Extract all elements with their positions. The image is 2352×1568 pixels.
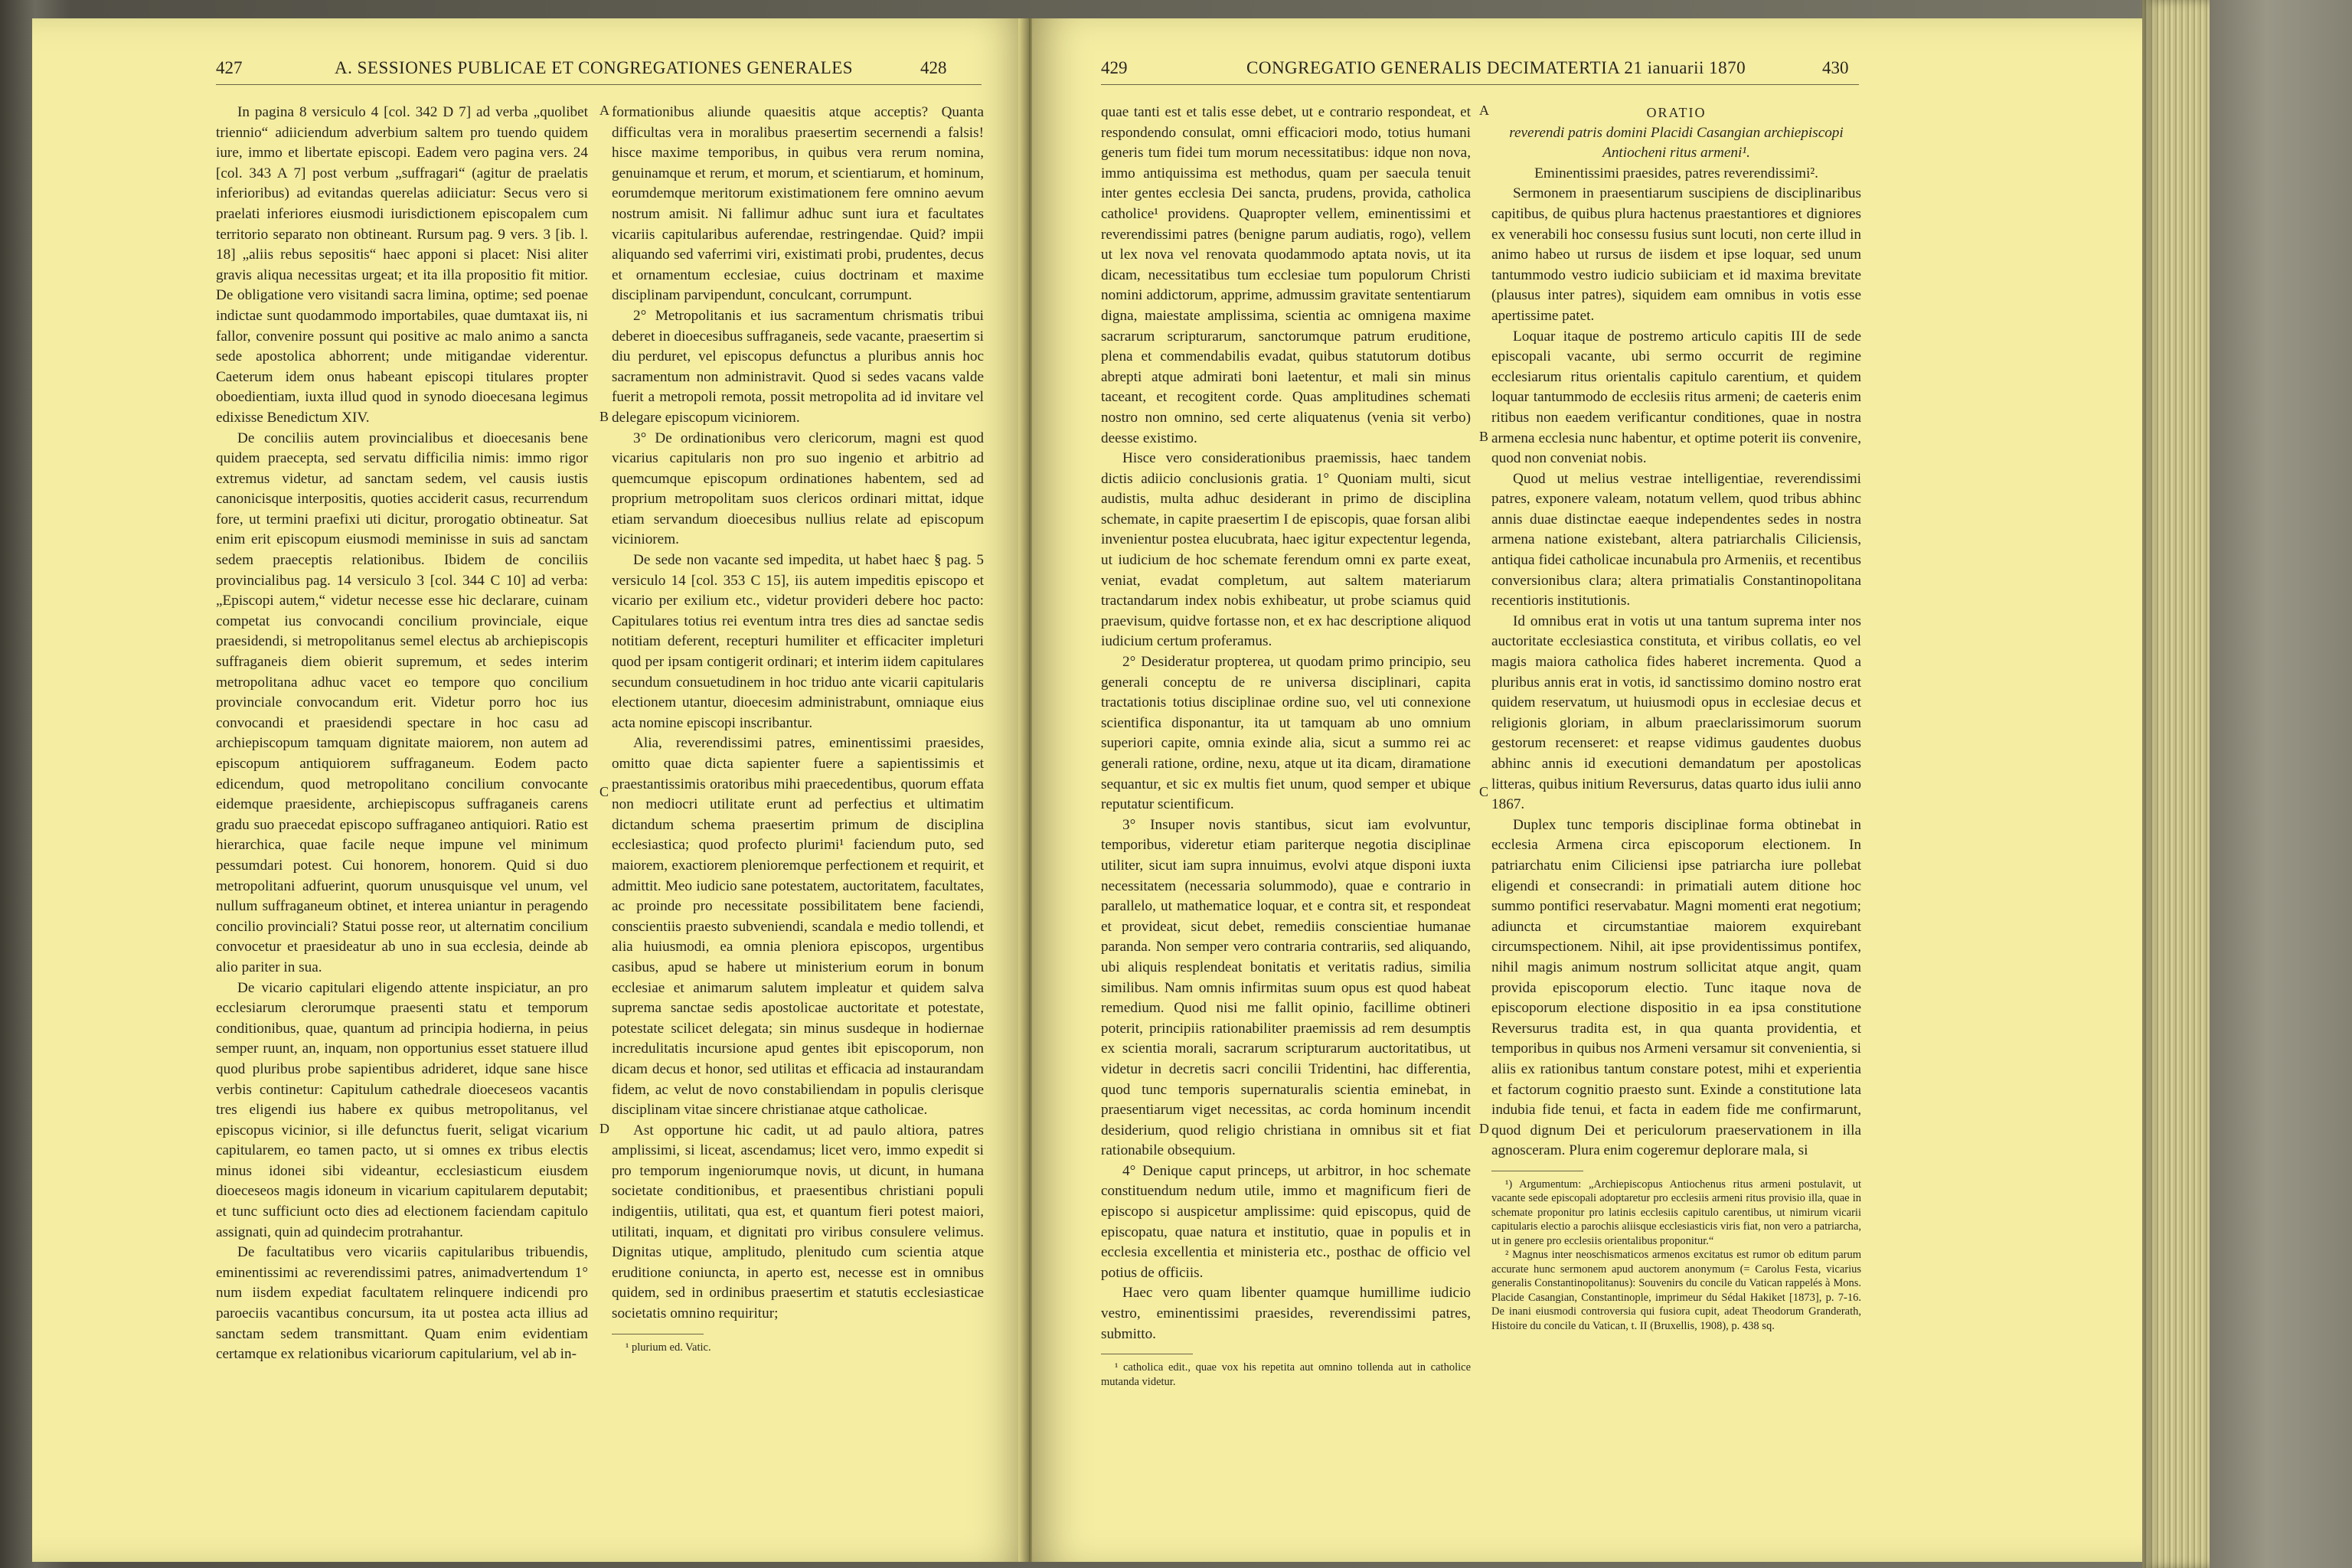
paragraph: quae tanti est et talis esse debet, ut e contrario respondeat, et respondendo consulat, omni efficaciori modo, totius humani generis tum fidei tum morum necessitatibus: idque non nova, immo antiquissima est methodus, quam per saecula tenuit inter gentes ecclesia Dei sancta, prudens, provida, catholica catholice¹ providens. Quapropter vellem, eminentissimi et reverendissimi patres (benigne parum audiatis, rogo), vellem ut lex nova vel renovata quodammodo aptata novis, ut ita dicam, necessitatibus tum ecclesiae tum populorum Christi nomini addictorum, apprime, admussim gravitate sententiarum digna, maiestate amplissima, scientia ac omnigena maxime sacrarum scripturarum, sanctorumque patrum eruditione, plena et commendabilis evadat, quibus statutorum dotibus abrepti atque admirati boni laetentur, et mali sin minus taceant, et recogitent corde. Quas amplitudines schemati nostro non omnino, sed certe aliquatenus (venia sit verbo) deesse existimo. bbox=[1101, 104, 1471, 446]
footnotes bbox=[1101, 1354, 1471, 1389]
left-page bbox=[32, 18, 1027, 1562]
header-rule bbox=[216, 84, 982, 85]
right-page-column-1 bbox=[1101, 103, 1471, 1389]
paragraph: Hisce vero considerationibus praemissis, haec tandem dictis adiicio conclusionis gratia. 1° Quoniam multi, sicut audistis, multa adhuc desiderant in primo de disciplina schemate, in capite praesertim I de episcopis, quae forsan alibi invenientur postea elucubrata, haec igitur expectentur legenda, ut iudicium de hoc schemate ferendum omni ex parte exeat, veniat, evadat completum, aut saltem materiarum tractandarum index nobis exhibeatur, ut probe sciamus quid praevisum, quidve fortasse non, et ex hac descriptione aliquod iudicium certum proferamus. bbox=[1101, 450, 1471, 650]
paragraph: Ast opportune hic cadit, ut ad paulo altiora, patres amplissimi, si liceat, ascendamus; licet vero, immo expedit si pro temporum ingeniorumque novis, ut dicunt, in humana societate conditionibus, et praesentibus christiani populi indigentiis, utilitati, qua est, et quantum fieri potest maiori, utilitati, inquam, et dignitati pro viribus consulere velimus. Dignitas utique, amplitudo, plenitudo cum scientia atque eruditione coniuncta, in aperto est, necesse est in omnibus quidem, sed in ordinibus praesertim et statutis ecclesiasticae societatis omnino requiritur; bbox=[612, 1122, 984, 1322]
paragraph: De vicario capitulari eligendo attente inspiciatur, an pro ecclesiarum clerorumque praesenti statu et temporum conditionibus, quae, quantum ad principia hodierna, in peius semper ruunt, an, inquam, non opportunius esset statuere illud quod pluribus probe sapientibus adrideret, idque sane hisce verbis continetur: Capitulum cathedrale dioeceseos vacantis tres eligendi ius habere ex quibus metropolitanus, vel episcopus vicinior, si ille defunctus fuerit, seligat vicarium capitularem, eo tamen pacto, ut si omnes ex tribus electis minus idonei sibi videantur, ecclesiasticum eiusdem dioeceseos magis idoneum in vicarium capitularem deputabit; et tunc sufficiunt octo dies ad electionem faciendam capitulo assignati, quin ad quindecim protrahantur. bbox=[216, 979, 588, 1240]
left-page-column-2 bbox=[612, 103, 984, 1354]
paragraph: Id omnibus erat in votis ut una tantum suprema inter nos auctoritate ecclesiastica constituta, et viribus collatis, eo vel magis maiora catholica fides haberet incrementa. Quod a pluribus annis erat in votis, id sanctissimo domino nostro erat quidem reservatum, ut huiusmodi opus in ecclesiae decus et religionis gloriam, in album praeclarissimorum suorum gestorum recenseret: et reapse vidimus gaudentes duobus abhinc annis id executioni demandatum per apostolicas litteras, quibus initium Reversurus, datas quarto idus iulii anno 1867. bbox=[1491, 612, 1861, 813]
oration-subheading: reverendi patris domini Placidi Casangian archiepiscopi Antiocheni ritus armeni¹. bbox=[1509, 124, 1844, 162]
paragraph: Haec vero quam libenter quamque humillime iudicio vestro, eminentissimi praesides, reverendissimi patres, submitto. bbox=[1101, 1285, 1471, 1342]
footnote: ¹ catholica edit., quae vox his repetita aut omnino tollenda aut in catholice mutanda videtur. bbox=[1101, 1361, 1471, 1388]
right-page-column-2 bbox=[1491, 103, 1861, 1333]
paragraph: Loquar itaque de postremo articulo capitis III de sede episcopali vacante, ubi sermo occurrit de regimine ecclesiarum ritus orientalis capitulo carentium, et quidem loquar tantummodo de ecclesiis ritus armeni; de caeteris enim ritibus non eaedem verificantur conditiones, quae in nostra armena ecclesia nunc habentur, et optime poterit iis convenire, quod non conveniat nobis. bbox=[1491, 328, 1861, 467]
margin-mark-b: B bbox=[599, 409, 609, 424]
book-cover bbox=[2210, 0, 2352, 1568]
left-page-column-1 bbox=[216, 103, 588, 1365]
footnote: ¹) Argumentum: „Archiepiscopus Antiochenus ritus armeni postulavit, ut vacante sede episcopali adoptaretur pro ecclesiis armeni ritus provisio illa, quae in schemate proponitur pro latinis ecclesiis capitulo carentibus, ut nimirum vicarii capitularis electio a parochis aliisque ecclesiasticis viris fiat, non vero a patriarcha, ut in genere pro ecclesiis orientalibus proponitur.“ bbox=[1491, 1178, 1861, 1247]
margin-mark-b: B bbox=[1479, 429, 1489, 444]
margin-mark-a: A bbox=[1479, 103, 1489, 118]
footnote: ² Magnus inter neoschismaticos armenos excitatus est rumor ob editum parum accurate hunc sermonem apud auctorem anonymum (= Carolus Festa, vicarius generalis Constantinopolitanus): Souvenirs du concile du Vatican rappelés à Mons. Placide Casangian, Constantinople, imprimeur du Sédal Hakiket [1873], p. 7-16. De inani eiusmodi controversia qui fusiora cupit, adeat Theodorum Granderath, Histoire du concile du Vatican, t. II (Bruxellis, 1908), p. 438 sq. bbox=[1491, 1249, 1861, 1332]
paragraph: 2° Desideratur propterea, ut quodam primo principio, seu generali conceptu de re universa disciplinari, capita tractationis totius disciplinae ordine suo, vel uti connexione scientifica disponantur, ita ut tamquam ab uno omnium superiori capite, omnia exinde alia, sicut a summo rei ac generali ratione, ordine, nexu, atque ut ita dicam, diramatione sequantur, et sic ex multis fiet unum, quod semper et ubique reputatur scientificum. bbox=[1101, 654, 1471, 813]
footnote: ¹ plurium ed. Vatic. bbox=[626, 1341, 711, 1354]
running-head-left: A. SESSIONES PUBLICAE ET CONGREGATIONES GENERALES bbox=[335, 58, 854, 77]
book-page-edges bbox=[2142, 0, 2210, 1568]
paragraph: Quod ut melius vestrae intelligentiae, reverendissimi patres, exponere valeam, notatum vellem, quod tribus abhinc annis duae distinctae eaeque independentes sedes in nostra armena natione existebant, altera patriarchalis Ciliciensis, antiqua fidei catholicae incunabula pro Armeniis, et recentibus conversionibus clara; altera primatialis Constantinopolitana recentioris institutionis. bbox=[1491, 470, 1861, 609]
paragraph: In pagina 8 versiculo 4 [col. 342 D 7] ad verba „quolibet triennio“ adiiciendum adverbium saltem pro tuendo quidem iure, immo et libertate episcopi. Eadem vero pagina vers. 24 [col. 343 A 7] post verbum „suffragari“ (agitur de praelatis inferioribus) ad evitandas querelas adiiciatur: Secus vero si praelati inferiores eiusmodi iurisdictionem episcopalem cum territorio separato non obtineant. Rursum pag. 9 vers. 3 [ib. l. 18] „aliis rebus sepositis“ haec apponi si placet: Nisi aliter gravis aliqua necessitas urgeat; et ita illa propositio fit mitior. De obligatione vero visitandi sacra limina, optime; sed poenae indictae sunt quodammodo importabiles, quae dumtaxat iis, ni fallor, convenire possunt qui positive ac malo animo a sancta sede apostolica abhorrent; unde mitigandae viderentur. Caeterum idem onus habeant episcopi titulares propter oboedientiam, iuxta illud quod in synodo dioecesana legimus edixisse Benedictum XIV. bbox=[216, 104, 588, 426]
running-head-right: CONGREGATIO GENERALIS DECIMATERTIA 21 ianuarii 1870 bbox=[1246, 58, 1746, 77]
paragraph: 2° Metropolitanis et ius sacramentum chrismatis tribui deberet in dioecesibus suffraganeis, sede vacante, praesertim si diu perduret, vel episcopus defunctus a pluribus annis hoc sacramentum non administravit. Quod si sedes vacans valde fuerit a metropoli remota, possit metropolita ad id invitare vel delegare episcopum viciniorem. bbox=[612, 307, 984, 426]
paragraph: De conciliis autem provincialibus et dioecesanis bene quidem praecepta, sed servatu difficilia nimis: immo rigor extremus videtur, ad sanctam sedem, vel causis iustis canonicisque interpositis, quoties acciderit casus, recurrendum fore, ut termini praefixi uti dicitur, prorogatio obtineatur. Sat enim erit episcopum eiusmodi meminisse in suis ad sanctam sedem praeceptis relationibus. Ibidem de conciliis provincialibus pag. 14 versiculo 3 [col. 344 C 10] ad verba: „Episcopi autem,“ videtur necesse esse hic declarare, cuinam competat ius convocandi concilium provinciale, eique praesidendi, si metropolitanus semel electus ab archiepiscopis suffraganeis diem obierit supremum, et sedes interim metropolitana adhuc vacet eo tempore quo concilium provinciale convocandum erit. Videtur porro hoc ius convocandi et praesidendi spectare in hoc casu ad archiepiscopum tamquam dignitate maiorem, non autem ad episcopum antiquiorem suffraganeum. Eodem pacto edicendum, quod metropolitano concilium convocante eidemque praesidente, archiepiscopus suffraganeis carens gradu suo praecedat episcopo suffraganeo antiquiori. Ratio est hierarchica, quae facile neque impune vel minimum pessumdari potest. Cui honorem, honorem. Quid si duo metropolitani adfuerint, quorum unusquisque vel unum, vel nullum suffraganeum obtinet, et interea uniantur in peragendo concilio provinciali? Statui posse reor, ut alternatim concilium convocetur et praesideatur ab uno in sua ecclesia, deinde ab alio pariter in sua. bbox=[216, 430, 588, 975]
oration-heading: ORATIO bbox=[1646, 105, 1707, 120]
paragraph: 3° Insuper novis stantibus, sicut iam evolvuntur, temporibus, videretur etiam pariterque negotia disciplinae utiliter, sicut iam supra innuimus, evolvi atque disponi iuxta necessitatem (necessaria solummodo), quae e contrario in parallelo, ut mathematice loquar, et e contra sit, et respondeat et provideat, sicut debet, remediis conscientiae humanae paranda. Non semper vero contraria contrariis, sed aliquando, ubi aliquis resplendeat bonitatis et veritatis radius, similia similibus. Nam omnis infirmitas suum opus est quod habeat remedium. Quod nisi me fallit opinio, facillime obtineri poterit, principiis rationabiliter praemissis ad rem desumptis ex scientia morali, sacrarum scripturarum auctoritatibus, ut videtur in decretis sacri concilii Tridentini, hac differentia, quod tunc temporis supernaturalis scientia eminebat, in praesentiarum viget necessitas, ac corda hominum incendit desiderium, quod religio christiana in omnibus sit et fiat rationabile obsequium. bbox=[1101, 816, 1471, 1159]
page-number-429: 429 bbox=[1101, 58, 1128, 77]
paragraph: De sede non vacante sed impedita, ut habet haec § pag. 5 versiculo 14 [col. 353 C 15], iis autem impeditis episcopo et vicario per exilium etc., videtur provideri debere hoc pacto: Capitulares totius rei eventum intra tres dies ad sanctae sedis notitiam deferent, recepturi humiliter et efficaciter impleturi quod per ipsam contigerit ordinari; et interim iidem capitulares secundum consuetudinem in hoc triduo ante vicarii capitularis electionem utantur, dioecesim administrabunt, omniaque eius acta nomine episcopi inscribantur. bbox=[612, 552, 984, 731]
footnotes bbox=[1491, 1171, 1861, 1334]
paragraph: formationibus aliunde quaesitis atque acceptis? Quanta difficultas vera in moralibus praesertim secernendi a falsis! hisce maxime temporibus, in quibus vera rerum nomina, genuinamque et rerum, et morum, et scientiarum, et hominum, eorumdemque meritorum existimationem fere omnino aevum nostrum amisit. Ni fallimur adhuc sunt iura et facultates vicariis capitularibus auferendae, restringendae. Quid? impii aliquando sed vaferrimi viri, existimati probi, prudentes, decus et ornamentum ecclesiae, cuius doctrinam et maxime disciplinam parvipendunt, conculcant, corrumpunt. bbox=[612, 104, 984, 304]
margin-mark-c: C bbox=[599, 784, 609, 799]
paragraph: 3° De ordinationibus vero clericorum, magni est quod vicarius capitularis non pro suo ingenio et arbitrio ad quemcumque episcopum ordinationes habentem, sed ad proprium metropolitam suos clericos ordinari mittat, idque etiam servandum dioecesibus nullius relate ad episcopum viciniorem. bbox=[612, 430, 984, 548]
paragraph: De facultatibus vero vicariis capitularibus tribuendis, eminentissimi ac reverendissimi patres, animadvertendum 1° num iisdem expediat facultatem relinquere indicendi pro paroeciis vacantibus concursum, ita ut postea acta illius ad sanctam sedem transmittant. Quam enim evidentiam certamque ex relationibus vicariorum capitularium, vel ab in- bbox=[216, 1244, 588, 1363]
margin-mark-d: D bbox=[1479, 1121, 1489, 1136]
header-rule bbox=[1101, 84, 1859, 85]
page-number-428: 428 bbox=[920, 58, 947, 77]
margin-mark-a: A bbox=[599, 103, 609, 118]
oration-salutation: Eminentissimi praesides, patres reverendissimi². bbox=[1534, 165, 1818, 181]
margin-mark-d: D bbox=[599, 1121, 609, 1136]
paragraph: Sermonem in praesentiarum suscipiens de disciplinaribus capitibus, de quibus plura hactenus praestantiores et digniores ex venerabili hoc consessu fusius sunt locuti, non certe illud in animo habeo ut rursus de iisdem et ipse loquar, sed unum tantummodo vestro iudicio subiiciam et id maxima brevitate (plausus inter patres), siquidem eam omnibus in votis esse apertissime patet. bbox=[1491, 185, 1861, 324]
page-number-430: 430 bbox=[1822, 58, 1849, 77]
footnotes bbox=[612, 1334, 984, 1355]
right-page bbox=[1032, 18, 2142, 1562]
paragraph: Alia, reverendissimi patres, eminentissimi praesides, omitto quae dicta sapienter fuere a sapientissimis et praestantissimis oratoribus mihi praecedentibus, quorum effata non mediocri utilitate erunt ad perfectius et ultimatim dictandum schema praesertim primum de disciplina ecclesiastica; quod profecto plurimi¹ faciendum puto, sed maiorem, exactiorem plenioremque perfectionem et requirit, et admittit. Meo iudicio sane potestatem, auctoritatem, facultates, ac proinde pro necessitate possibilitatem bene faciendi, conscientiis praesto subveniendi, scandala e medio tollendi, et alia huiusmodi, ea omnia pleniora episcopos, urgentibus casibus, apud se habere ut ministerium eorum in bonum ecclesiae et animarum salutem impleatur et quidem salva suprema sanctae sedis apostolicae auctoritate et potestate, potestate scilicet delegata; sin minus susdeque in hodiernae incredulitatis incursione apud gentes ibit episcoporum, non dicam decus et honor, sed utilitas et efficacia ad instaurandam fidem, ac velut de novo constabiliendam in populis clerisque disciplinam vitae sincere christianae atque catholicae. bbox=[612, 735, 984, 1119]
margin-mark-c: C bbox=[1479, 784, 1489, 799]
paragraph: Duplex tunc temporis disciplinae forma obtinebat in ecclesia Armena circa episcoporum electionem. In patriarchatu enim Ciliciensi ipse patriarcha iure pollebat eligendi et consecrandi: in primatiali autem ditione hoc summo pontifici reservabatur. Magni momenti erat negotium; adiuncta et circumstantiae maiorem exquirebant circumspectionem. Nihil, ait ipse providentissimus pontifex, nihil magis animum nostrum sollicitat atque angit, quam provida episcoporum electio. Tunc itaque nova de episcoporum electione dispositio in ea ipsa constitutione Reversurus tradita est, in qua quanta providentia, et temporibus in quibus nos Armeni versamur sit convenientia, si aliis ex rationibus tantum constare potest, mihi et experientia et factorum cognitio praesto sunt. Exinde a constitutione lata indubia fide tenui, et facta in eadem fide me confirmarunt, quod dignum Dei et periculorum praeservationem in illa agnosceram. Plura enim cogeremur deplorare mala, si bbox=[1491, 816, 1861, 1159]
page-number-427: 427 bbox=[216, 58, 243, 77]
paragraph: 4° Denique caput princeps, ut arbitror, in hoc schemate constituendum nedum utile, immo et magnificum fieri de episcopo si auspicetur amplissime: quid episcopus, quid de episcopatu, quae natura et institutio, quae in populis et in ecclesia excellentia et ministeria etc., posthac de officio vel potius de officiis. bbox=[1101, 1162, 1471, 1281]
